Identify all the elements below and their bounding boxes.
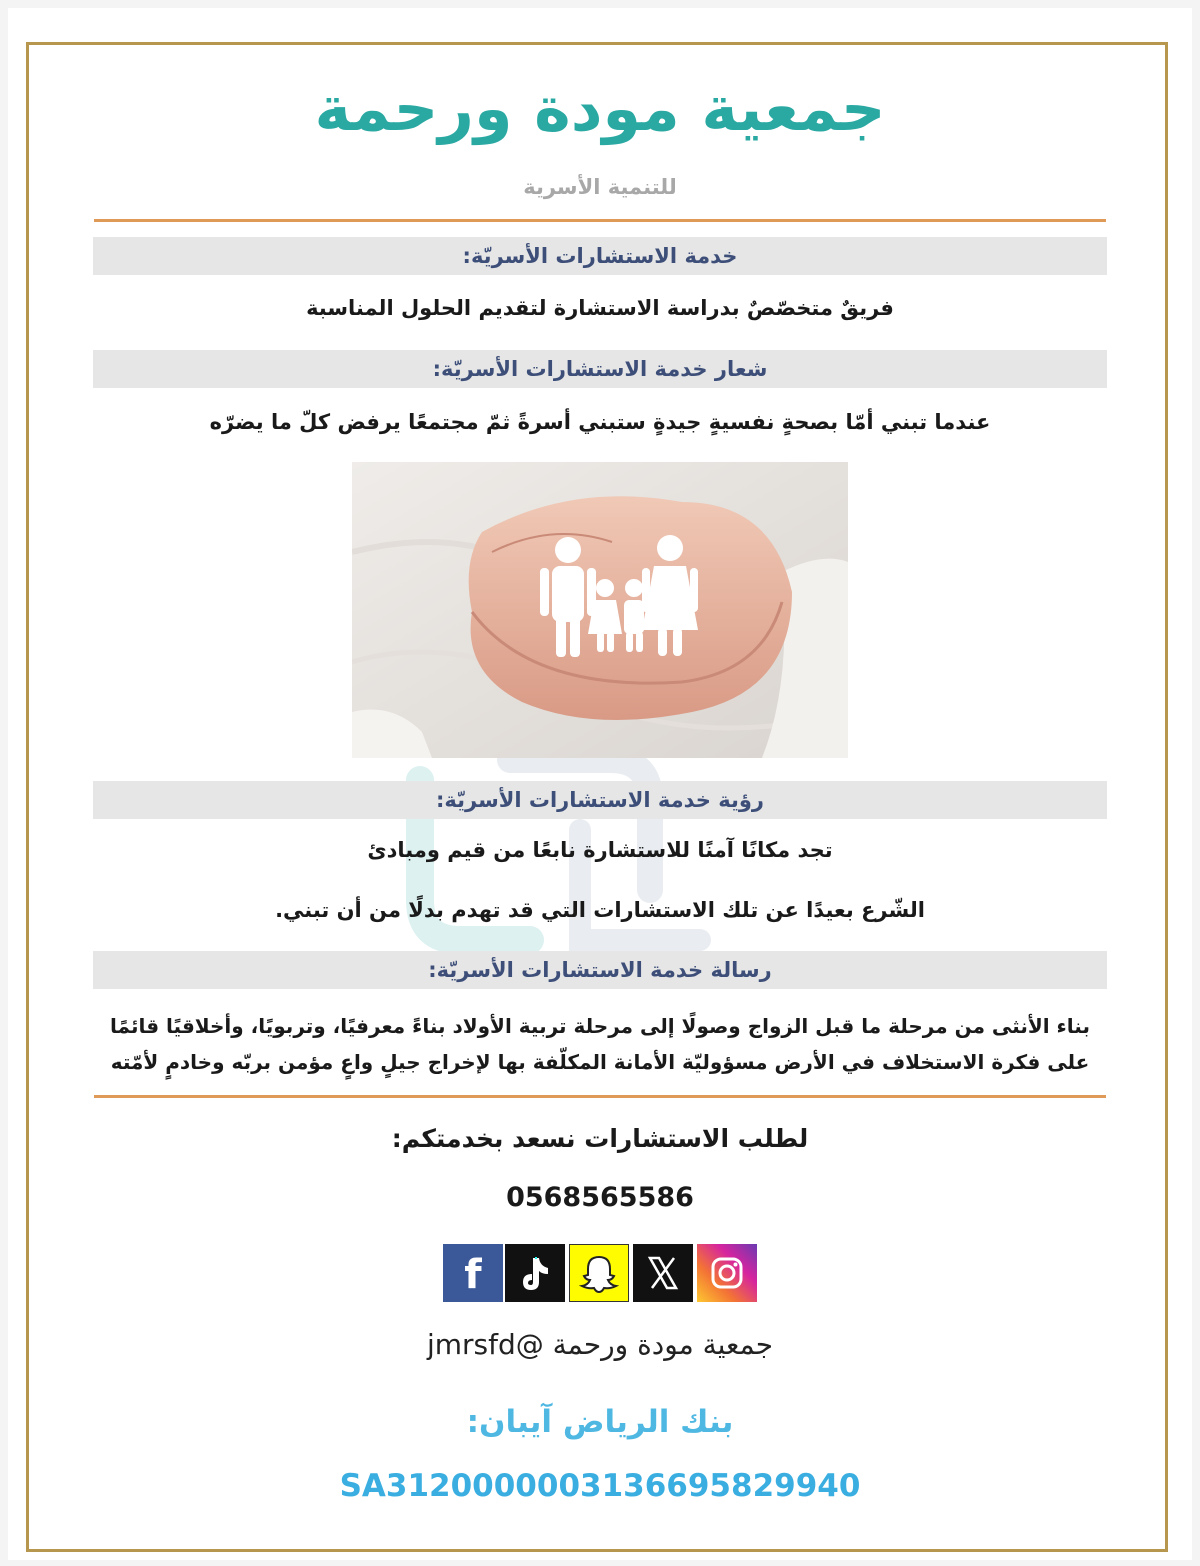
bottom-divider <box>94 1095 1106 1098</box>
service-text: فريقٌ متخصّصٌ بدراسة الاستشارة لتقديم الحلول المناسبة <box>306 296 894 320</box>
slogan-text: عندما تبني أمّا بصحةٍ نفسيةٍ جيدةٍ ستبني أسرةً ثمّ مجتمعًا يرفض كلّ ما يضرّه <box>209 410 991 434</box>
mission-heading: رسالة خدمة الاستشارات الأسريّة: <box>93 951 1107 989</box>
facebook-icon[interactable] <box>443 1244 503 1302</box>
x-icon[interactable] <box>633 1244 693 1302</box>
family-hands-photo <box>352 462 848 758</box>
iban-number[interactable]: SA3120000003136695829940 <box>339 1468 861 1504</box>
bank-label: بنك الرياض آيبان: <box>466 1404 734 1440</box>
vision-heading: رؤية خدمة الاستشارات الأسريّة: <box>93 781 1107 819</box>
svg-text:f: f <box>464 1252 482 1298</box>
slogan-heading: شعار خدمة الاستشارات الأسريّة: <box>93 350 1107 388</box>
organization-title: جمعية مودة ورحمة <box>314 72 886 145</box>
top-divider <box>94 219 1106 222</box>
request-text: لطلب الاستشارات نسعد بخدمتكم: <box>391 1124 809 1153</box>
social-handle: جمعية مودة ورحمة @jmrsfd <box>426 1328 774 1361</box>
phone-number[interactable]: 0568565586 <box>506 1182 694 1213</box>
mission-text-line1: بناء الأنثى من مرحلة ما قبل الزواج وصولًا إلى مرحلة تربية الأولاد بناءً معرفيًا، وتربويًا، وأخلاقيًا قائمًا <box>110 1014 1090 1038</box>
instagram-icon[interactable] <box>697 1244 757 1302</box>
vision-text-line1: تجد مكانًا آمنًا للاستشارة نابعًا من قيم ومبادئ <box>367 838 833 862</box>
service-heading: خدمة الاستشارات الأسريّة: <box>93 237 1107 275</box>
mission-text-line2: على فكرة الاستخلاف في الأرض مسؤوليّة الأمانة المكلّفة بها لإخراج جيلٍ واعٍ مؤمن بربّه وخادمٍ لأمّته <box>110 1050 1090 1074</box>
organization-subtitle: للتنمية الأسرية <box>523 175 677 199</box>
vision-text-line2: الشّرع بعيدًا عن تلك الاستشارات التي قد تهدم بدلًا من أن تبني. <box>275 898 925 922</box>
tiktok-icon[interactable] <box>505 1244 565 1302</box>
snapchat-icon[interactable] <box>569 1244 629 1302</box>
